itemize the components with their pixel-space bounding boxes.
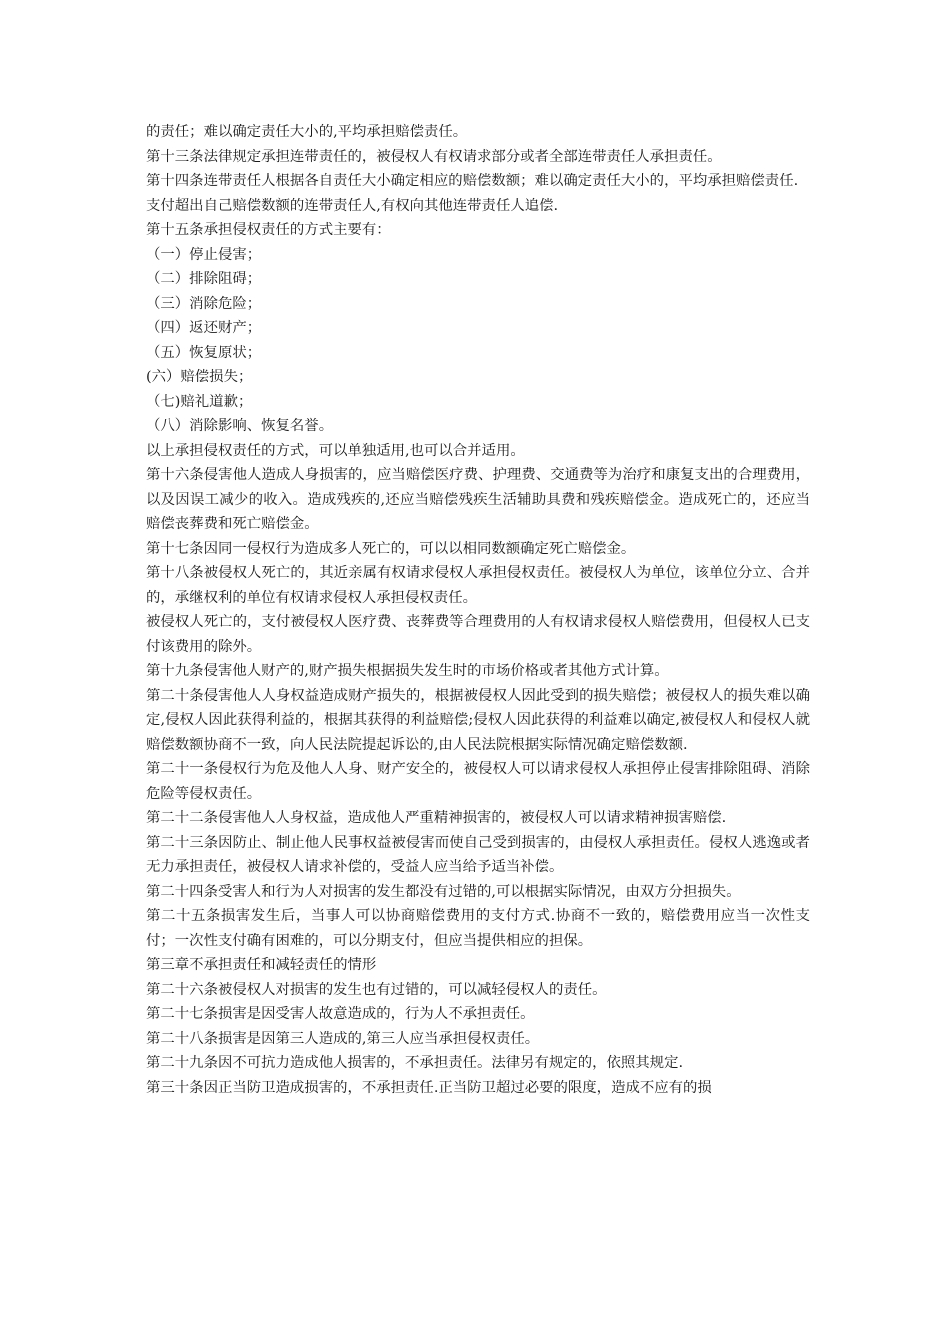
paragraph: 第二十条侵害他人人身权益造成财产损失的，根据被侵权人因此受到的损失赔偿；被侵权人的损失难以确定,侵权人因此获得利益的，根据其获得的利益赔偿;侵权人因此获得的利益难以确定,被侵权人和侵权人就赔偿数额协商不一致，向人民法院提起诉讼的,由人民法院根据实际情况确定赔偿数额.: [146, 687, 810, 753]
chapter-heading: 第三章不承担责任和减轻责任的情形: [146, 957, 377, 973]
paragraph: 第二十一条侵权行为危及他人人身、财产安全的，被侵权人可以请求侵权人承担停止侵害排除阻碍、消除危险等侵权责任。: [146, 761, 810, 802]
paragraph: 第十八条被侵权人死亡的，其近亲属有权请求侵权人承担侵权责任。被侵权人为单位，该单位分立、合并的，承继权利的单位有权请求侵权人承担侵权责任。: [146, 565, 810, 606]
paragraph: 第二十五条损害发生后，当事人可以协商赔偿费用的支付方式.协商不一致的，赔偿费用应当一次性支付；一次性支付确有困难的，可以分期支付，但应当提供相应的担保。: [146, 908, 810, 949]
paragraph: 第十七条因同一侵权行为造成多人死亡的，可以以相同数额确定死亡赔偿金。: [146, 540, 636, 557]
paragraph: 被侵权人死亡的，支付被侵权人医疗费、丧葬费等合理费用的人有权请求侵权人赔偿费用，但侵权人已支付该费用的除外。: [146, 614, 810, 655]
list-item: （八）消除影响、恢复名誉。: [146, 418, 334, 434]
list-item: (六）赔偿损失；: [146, 369, 253, 385]
paragraph: 第十四条连带责任人根据各自责任大小确定相应的赔偿数额；难以确定责任大小的，平均承担赔偿责任.: [146, 173, 799, 189]
paragraph: 的责任；难以确定责任大小的,平均承担赔偿责任。: [146, 124, 468, 140]
paragraph: 以上承担侵权责任的方式，可以单独适用,也可以合并适用。: [146, 442, 525, 459]
paragraph: 第三十条因正当防卫造成损害的，不承担责任.正当防卫超过必要的限度，造成不应有的损: [146, 1079, 712, 1096]
paragraph: 第十九条侵害他人财产的,财产损失根据损失发生时的市场价格或者其他方式计算。: [146, 663, 669, 679]
list-item: （三）消除危险；: [146, 295, 262, 312]
paragraph: 第二十八条损害是因第三人造成的,第三人应当承担侵权责任。: [146, 1030, 540, 1047]
paragraph: 第二十七条损害是因受害人故意造成的，行为人不承担责任。: [146, 1006, 535, 1022]
paragraph: 第二十九条因不可抗力造成他人损害的，不承担责任。法律另有规定的，依照其规定.: [146, 1055, 684, 1071]
list-item: （二）排除阻碍；: [146, 271, 262, 287]
paragraph: 第十三条法律规定承担连带责任的，被侵权人有权请求部分或者全部连带责任人承担责任。: [146, 148, 722, 165]
list-item: （七)赔礼道歉；: [146, 393, 253, 410]
list-item: （一）停止侵害；: [146, 246, 262, 263]
paragraph: 第二十四条受害人和行为人对损害的发生都没有过错的,可以根据实际情况，由双方分担损失。: [146, 883, 741, 900]
document-page: [146, 120, 810, 1100]
paragraph: 第十五条承担侵权责任的方式主要有：: [146, 222, 391, 238]
list-item: （四）返还财产；: [146, 320, 262, 336]
paragraph: 第二十三条因防止、制止他人民事权益被侵害而使自己受到损害的，由侵权人承担责任。侵权人逃逸或者无力承担责任，被侵权人请求补偿的，受益人应当给予适当补偿。: [146, 834, 810, 875]
paragraph: 支付超出自己赔偿数额的连带责任人,有权向其他连带责任人追偿.: [146, 197, 559, 214]
paragraph: 第十六条侵害他人造成人身损害的，应当赔偿医疗费、护理费、交通费等为治疗和康复支出的合理费用，以及因误工减少的收入。造成残疾的,还应当赔偿残疾生活辅助具费和残疾赔偿金。造成死亡的，还应当赔偿丧葬费和死亡赔偿金。: [146, 467, 810, 532]
paragraph: 第二十六条被侵权人对损害的发生也有过错的，可以减轻侵权人的责任。: [146, 981, 607, 998]
list-item: （五）恢复原状；: [146, 344, 262, 361]
paragraph: 第二十二条侵害他人人身权益，造成他人严重精神损害的，被侵权人可以请求精神损害赔偿.: [146, 810, 727, 826]
